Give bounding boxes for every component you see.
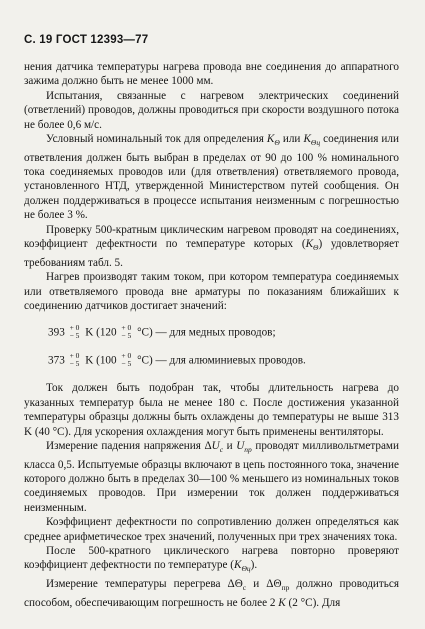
paragraph-3-text-a: Условный номинальный ток для определения <box>46 133 267 146</box>
symbol-k-theta-ots-ref: $K_{\Theta ц}$ <box>234 559 251 574</box>
formula-aluminium-value: 373 <box>48 354 65 367</box>
formula-aluminium-tail: °C) — для алюминиевых проводов. <box>137 354 306 367</box>
formula-aluminium-tolerance: + 0 − 5 <box>69 351 80 369</box>
paragraph-10-text-b: и Δ <box>246 578 274 591</box>
paragraph-4-text-a: Проверку 500-кратным циклическим нагревом проводят на соединениях, коэффициент дефектности по температуре которых ( <box>24 223 399 251</box>
formula-copper-mid: K (120 <box>85 326 117 339</box>
paragraph-1: нения датчика температуры нагрева провода вне соединения до аппаратного зажима должно быть не менее 1000 мм. <box>24 61 399 88</box>
paragraph-10-text-c: должно проводиться способом, обеспечивающим погрешность не более 2 <box>24 578 399 609</box>
paragraph-9-text-a: После 500-кратного циклического нагрева повторно проверяют коэффициент дефектности по температуре ( <box>24 545 399 572</box>
symbol-k-theta: $K_\Theta$ <box>266 133 280 148</box>
paragraph-6: Ток должен быть подобран так, чтобы длительность нагрева до указанных температур была не менее 180 с. После достижения указанной температуры образцы должны быть охлаждены до температуры не выше 313 K (40 °C). Для ускорения охлаждения могут быть применены вентиляторы. <box>24 382 399 438</box>
paragraph-2: Испытания, связанные с нагревом электрических соединений (ответлений) проводов, должны проводиться при скорости воздушного потока не более 0,6 м/с. <box>24 89 399 131</box>
paragraph-4 <box>24 223 399 270</box>
paragraph-5: Нагрев производят таким током, при котором температура соединяемых или ответвляемого провода вне арматуры по показаниям ближайших к соединению датчиков достигает значений: <box>24 271 399 312</box>
paragraph-3-text-c: соединения или ответвления должен быть выбран в пределах от 90 до 100 % номинального тока соединяемых проводов или (для ответвления) ответвляемого провода, установленного НТД, утвержденной Министерством путей сообщения. Он должен поддерживаться в процессе испытания неизменным с погрешностью не более 3 %. <box>24 133 399 222</box>
formula-copper-tail: °C) — для медных проводов; <box>137 326 276 339</box>
paragraph-10 <box>24 577 399 610</box>
paragraph-7-text-a: Измерение падения напряжения Δ <box>46 440 212 452</box>
symbol-u-pr: $U_{пр}$ <box>236 440 252 455</box>
symbol-theta-pr: $\Theta_{пр}$ <box>273 578 290 593</box>
formula-copper-tolerance-c: + 0 − 5 <box>121 323 132 341</box>
formula-copper-value: 393 <box>48 326 65 339</box>
paragraph-8: Коэффициент дефектности по сопротивлению должен определяться как среднее арифметическое трех значений, полученных при трех значениях тока. <box>24 516 399 543</box>
page-header: С. 19 ГОСТ 12393—77 <box>24 34 149 46</box>
paragraph-3 <box>24 132 399 223</box>
paragraph-4-text-b: ) удовлетворяет требованиям табл. 5. <box>24 238 399 269</box>
formula-copper <box>48 325 399 341</box>
paragraph-7 <box>24 439 399 515</box>
symbol-k-theta-ref: $K_\Theta$ <box>305 238 319 253</box>
paragraph-10-text-d: (2 °C). Для <box>285 596 341 609</box>
symbol-k-unit: K <box>278 596 286 609</box>
formula-copper-tolerance: + 0 − 5 <box>69 323 80 341</box>
paragraph-7-text-c: проводят милливольтметрами класса 0,5. Испытуемые образцы включают в цепь постоянного тока, значение которого должно быть в пределах 30—100 % меньшего из номинальных токов соединяемых проводов. При измерении ток должен поддерживаться неизменным. <box>24 440 399 514</box>
symbol-u-c: $U_с$ <box>211 440 224 455</box>
paragraph-9 <box>24 544 399 577</box>
symbol-k-theta-ots: $K_{\Theta ц}$ <box>303 133 321 148</box>
symbol-theta-c: $\Theta_с$ <box>234 578 247 593</box>
paragraph-3-text-b: или <box>279 133 304 146</box>
paragraph-9-text-b: ). <box>250 559 258 572</box>
paragraph-10-text-a: Измерение температуры перегрева Δ <box>46 578 235 591</box>
formula-aluminium-tolerance-c: + 0 − 5 <box>121 351 132 369</box>
paragraph-7-text-b: и <box>223 440 237 452</box>
formula-aluminium-mid: K (100 <box>85 354 117 367</box>
formula-aluminium <box>48 353 399 369</box>
